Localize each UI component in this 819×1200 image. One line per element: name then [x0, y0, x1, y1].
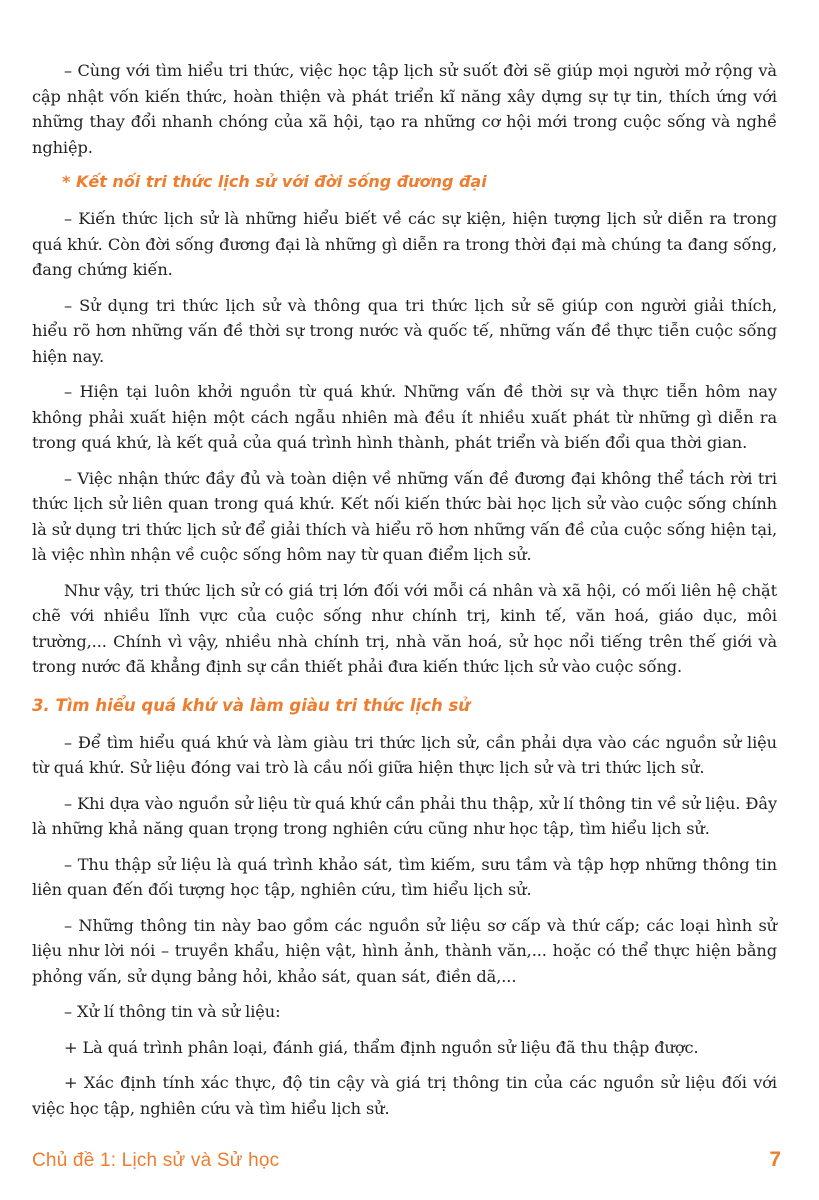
paragraph-section-4: – Những thông tin này bao gồm các nguồn sử liệu sơ cấp và thứ cấp; các loại hình sử liệu như lời nói – truyền khẩu, hiện vật, hình ảnh, thành văn,... hoặc có thể thực hiện bằng phỏng vấn, sử dụng bảng hỏi, khảo sát, quan sát, điền dã,...: [32, 915, 777, 986]
paragraph-section-3: – Thu thập sử liệu là quá trình khảo sát, tìm kiếm, sưu tầm và tập hợp những thông tin liên quan đến đối tượng học tập, nghiên cứu, tìm hiểu lịch sử.: [32, 854, 777, 899]
paragraph-section-1: – Để tìm hiểu quá khứ và làm giàu tri thức lịch sử, cần phải dựa vào các nguồn sử liệu từ quá khứ. Sử liệu đóng vai trò là cầu nối giữa hiện thực lịch sử và tri thức lịch sử.: [32, 732, 777, 777]
paragraph-connect-4: – Việc nhận thức đầy đủ và toàn diện về những vấn đề đương đại không thể tách rời tri thức lịch sử liên quan trong quá khứ. Kết nối kiến thức bài học lịch sử vào cuộc sống chính là sử dụng tri thức lịch sử để giải thích và hiểu rõ hơn những vấn đề của cuộc sống hiện tại, là việc nhìn nhận về cuộc sống hôm nay từ quan điểm lịch sử.: [32, 468, 777, 564]
paragraph-connect-3: – Hiện tại luôn khởi nguồn từ quá khứ. Những vấn đề thời sự và thực tiễn hôm nay không phải xuất hiện một cách ngẫu nhiên mà đều ít nhiều xuất phát từ những gì diễn ra trong quá khứ, là kết quả của quá trình hình thành, phát triển và biến đổi qua thời gian.: [32, 382, 777, 452]
footer-topic-label: Chủ đề 1: Lịch sử và Sử học: [32, 1150, 280, 1171]
paragraph-connect-2: – Sử dụng tri thức lịch sử và thông qua tri thức lịch sử sẽ giúp con người giải thích, hiểu rõ hơn những vấn đề thời sự trong nước và quốc tế, những vấn đề thực tiễn cuộc sống hiện nay.: [32, 295, 777, 366]
paragraph-lifelong-learning: – Cùng với tìm hiểu tri thức, việc học tập lịch sử suốt đời sẽ giúp mọi người mở rộng và cập nhật vốn kiến thức, hoàn thiện và phát triển kĩ năng xây dựng sự tự tin, thích ứng với những thay đổi nhanh chóng của xã hội, tạo ra những cơ hội mới trong cuộc sống và nghề nghiệp.: [32, 61, 777, 157]
paragraph-connect-1: – Kiến thức lịch sử là những hiểu biết về các sự kiện, hiện tượng lịch sử diễn ra trong quá khứ. Còn đời sống đương đại là những gì diễn ra trong thời đại mà chúng ta đang sống, đang chứng kiến.: [32, 209, 777, 279]
subheading-connect-knowledge: * Kết nối tri thức lịch sử với đời sống đương đại: [62, 172, 487, 191]
page-content: [32, 58, 777, 1131]
paragraph-section-2: – Khi dựa vào nguồn sử liệu từ quá khứ cần phải thu thập, xử lí thông tin về sử liệu. Đây là những khả năng quan trọng trong nghiên cứu cũng như học tập, tìm hiểu lịch sử.: [32, 793, 777, 838]
paragraph-section-5: – Xử lí thông tin và sử liệu:: [64, 1002, 281, 1021]
paragraph-connect-5: Như vậy, tri thức lịch sử có giá trị lớn đối với mỗi cá nhân và xã hội, có mối liên hệ chặt chẽ với nhiều lĩnh vực của cuộc sống như chính trị, kinh tế, văn hoá, giáo dục, môi trường,... Chính vì vậy, nhiều nhà chính trị, nhà văn hoá, sử học nổi tiếng trên thế giới và trong nước đã khẳng định sự cần thiết phải đưa kiến thức lịch sử vào cuộc sống.: [32, 580, 777, 676]
page-number: 7: [769, 1148, 781, 1171]
section-heading-3: 3. Tìm hiểu quá khứ và làm giàu tri thức lịch sử: [32, 695, 471, 715]
paragraph-section-6: + Là quá trình phân loại, đánh giá, thẩm định nguồn sử liệu đã thu thập được.: [64, 1037, 699, 1057]
paragraph-section-7: + Xác định tính xác thực, độ tin cậy và giá trị thông tin của các nguồn sử liệu đối với việc học tập, nghiên cứu và tìm hiểu lịch sử.: [32, 1073, 777, 1118]
